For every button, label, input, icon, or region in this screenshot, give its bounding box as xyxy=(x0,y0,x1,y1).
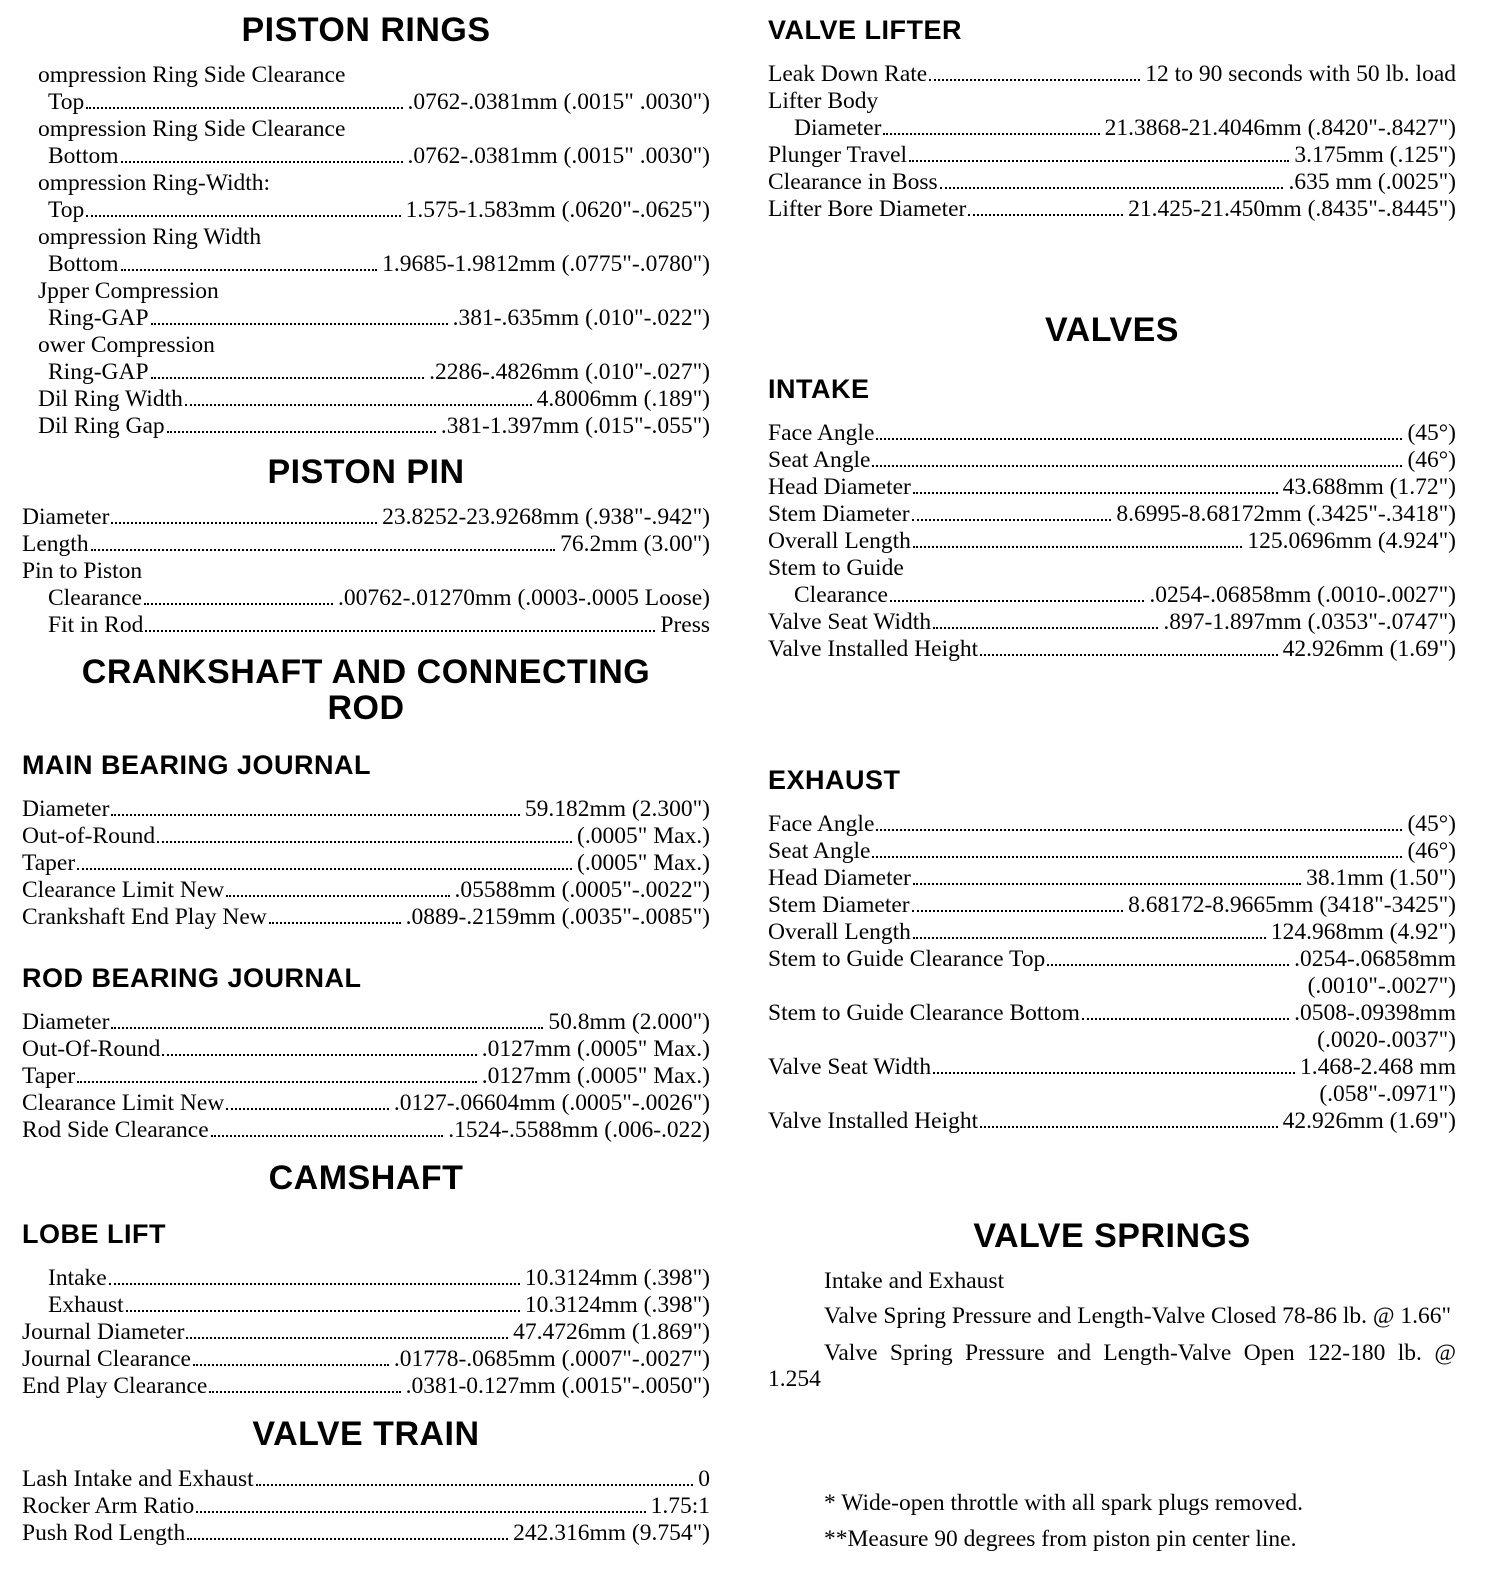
dot-leader xyxy=(145,630,655,632)
spec-row xyxy=(768,1000,1456,1027)
dot-leader xyxy=(913,937,1266,939)
dot-leader xyxy=(980,654,1277,656)
dot-leader xyxy=(86,107,402,109)
spec-row xyxy=(22,612,710,639)
spec-label: Clearance Limit New xyxy=(22,877,225,903)
dot-leader xyxy=(1047,964,1289,966)
spec-value: .01778-.0685mm (.0007"-.0027") xyxy=(393,1346,710,1372)
spec-row xyxy=(22,359,710,386)
dot-leader xyxy=(876,438,1402,440)
springs-open-spec: Valve Spring Pressure and Length-Valve Open 122-180 lb. @ 1.254 xyxy=(768,1340,1456,1392)
dot-leader xyxy=(151,377,425,379)
spec-value: .2286-.4826mm (.010"-.027") xyxy=(429,359,710,385)
spec-row xyxy=(768,528,1456,555)
spec-value: .0508-.09398mm xyxy=(1294,1000,1456,1026)
spec-label: Top xyxy=(48,197,85,223)
spec-row xyxy=(768,142,1456,169)
spec-label: Face Angle xyxy=(768,420,875,446)
spec-rows xyxy=(768,61,1456,223)
spec-value: .0254-.06858mm xyxy=(1294,946,1456,972)
spec-label: Overall Length xyxy=(768,528,911,554)
spec-row xyxy=(768,88,1456,115)
spec-value: .00762-.01270mm (.0003-.0005 Loose) xyxy=(337,585,710,611)
spec-row xyxy=(22,278,710,305)
section-heading: VALVE TRAIN xyxy=(252,1415,480,1453)
spec-row xyxy=(22,1009,710,1036)
spec-value: 1.9685-1.9812mm (.0775"-.0780") xyxy=(382,251,710,277)
spec-rows xyxy=(22,1466,710,1547)
spec-value: 1.468-2.468 mm xyxy=(1299,1054,1456,1080)
spec-row xyxy=(768,582,1456,609)
spec-label: Diameter xyxy=(22,504,110,530)
spec-label: Valve Installed Height xyxy=(768,1108,979,1134)
spec-label: Taper xyxy=(22,850,76,876)
spec-label: Out-of-Round xyxy=(22,823,156,849)
spec-label: Pin to Piston xyxy=(22,558,143,584)
spec-row xyxy=(768,865,1456,892)
spec-value: 10.3124mm (.398") xyxy=(524,1292,710,1318)
spec-value: 59.182mm (2.300") xyxy=(524,796,710,822)
spec-rows xyxy=(768,811,1456,1135)
dot-leader xyxy=(111,522,377,524)
spec-label: Overall Length xyxy=(768,919,911,945)
spec-value: (.0010"-.0027") xyxy=(1307,973,1456,999)
dot-leader xyxy=(872,465,1402,467)
spec-label: ower Compression xyxy=(38,332,215,358)
spec-label: End Play Clearance xyxy=(22,1373,208,1399)
spec-label: Length xyxy=(22,531,89,557)
spec-value: (.058"-.0971") xyxy=(1319,1081,1456,1107)
valve-train-section xyxy=(22,1416,710,1547)
spec-label: Bottom xyxy=(48,251,119,277)
dot-leader xyxy=(144,603,333,605)
dot-leader xyxy=(226,895,449,897)
spec-row xyxy=(768,61,1456,88)
spec-rows xyxy=(22,1009,710,1144)
valves-section xyxy=(768,312,1456,362)
dot-leader xyxy=(209,1391,400,1393)
footnote: * Wide-open throttle with all spark plugs removed. xyxy=(824,1490,1303,1516)
spec-value: 42.926mm (1.69") xyxy=(1282,1108,1456,1134)
dot-leader xyxy=(876,829,1402,831)
spec-value: .0381-0.127mm (.0015"-.0050") xyxy=(405,1373,710,1399)
spec-row xyxy=(22,116,710,143)
spec-row xyxy=(22,305,710,332)
dot-leader xyxy=(1082,1018,1289,1020)
spec-row xyxy=(768,946,1456,973)
spec-label: Fit in Rod xyxy=(48,612,144,638)
section-heading: INTAKE xyxy=(768,374,870,404)
spec-rows xyxy=(22,504,710,639)
spec-row xyxy=(22,1373,710,1400)
dot-leader xyxy=(77,1081,477,1083)
spec-value: 12 to 90 seconds with 50 lb. load xyxy=(1145,61,1456,87)
spec-row xyxy=(768,973,1456,1000)
spec-row xyxy=(22,823,710,850)
spec-value: 242.316mm (9.754") xyxy=(513,1520,710,1546)
spec-row xyxy=(768,196,1456,223)
spec-row xyxy=(22,170,710,197)
spec-value: 125.0696mm (4.924") xyxy=(1247,528,1456,554)
spec-row xyxy=(768,609,1456,636)
spec-label: Journal Clearance xyxy=(22,1346,191,1372)
spec-label: Diameter xyxy=(794,115,882,141)
dot-leader xyxy=(211,1135,444,1137)
spec-value: (46°) xyxy=(1407,447,1456,473)
spec-value: 3.175mm (.125") xyxy=(1294,142,1456,168)
spec-value: .635 mm (.0025") xyxy=(1288,169,1456,195)
spec-row xyxy=(22,1493,710,1520)
spec-value: 4.8006mm (.189") xyxy=(536,386,710,412)
spec-label: Clearance xyxy=(794,582,888,608)
spec-value: 10.3124mm (.398") xyxy=(524,1265,710,1291)
dot-leader xyxy=(185,404,532,406)
spec-label: Taper xyxy=(22,1063,76,1089)
spec-row xyxy=(22,1265,710,1292)
spec-row xyxy=(768,1108,1456,1135)
spec-label: ompression Ring Side Clearance xyxy=(38,116,346,142)
dot-leader xyxy=(111,1027,543,1029)
section-heading: MAIN BEARING JOURNAL xyxy=(22,750,372,780)
spec-value: 8.68172-8.9665mm (3418"-3425") xyxy=(1128,892,1456,918)
footnotes xyxy=(768,1485,1456,1557)
spec-value: .0127mm (.0005" Max.) xyxy=(481,1063,710,1089)
spec-value: .0762-.0381mm (.0015" .0030") xyxy=(407,89,710,115)
spec-value: (.0005" Max.) xyxy=(577,850,710,876)
spec-label: Lifter Body xyxy=(768,88,879,114)
spec-value: .0889-.2159mm (.0035"-.0085") xyxy=(405,904,710,930)
lobe-lift-section xyxy=(22,1219,710,1400)
spec-row xyxy=(22,386,710,413)
spec-label: Jpper Compression xyxy=(38,278,219,304)
spec-row xyxy=(22,877,710,904)
spec-row xyxy=(22,504,710,531)
spec-label: Stem Diameter xyxy=(768,501,910,527)
spec-value: 1.575-1.583mm (.0620"-.0625") xyxy=(405,197,710,223)
dot-leader xyxy=(913,492,1278,494)
spec-row xyxy=(768,919,1456,946)
dot-leader xyxy=(157,841,572,843)
dot-leader xyxy=(980,1126,1277,1128)
dot-leader xyxy=(912,910,1123,912)
section-heading: VALVE SPRINGS xyxy=(973,1217,1251,1255)
dot-leader xyxy=(933,627,1158,629)
spec-value: (45°) xyxy=(1407,811,1456,837)
dot-leader xyxy=(913,883,1301,885)
piston-pin-section xyxy=(22,454,710,639)
spec-row xyxy=(22,904,710,931)
spec-value: 124.968mm (4.92") xyxy=(1270,919,1456,945)
spec-rows xyxy=(22,796,710,931)
dot-leader xyxy=(77,868,572,870)
spec-label: Seat Angle xyxy=(768,838,871,864)
dot-leader xyxy=(269,922,401,924)
spec-row xyxy=(22,413,710,440)
spec-label: Stem to Guide xyxy=(768,555,904,581)
spec-value: 0 xyxy=(698,1466,710,1492)
spec-label: Rocker Arm Ratio xyxy=(22,1493,195,1519)
dot-leader xyxy=(162,1054,476,1056)
spec-label: Clearance Limit New xyxy=(22,1090,225,1116)
spec-label: Lifter Bore Diameter xyxy=(768,196,967,222)
spec-row xyxy=(768,501,1456,528)
dot-leader xyxy=(890,600,1144,602)
spec-row xyxy=(22,224,710,251)
section-heading: VALVE LIFTER xyxy=(768,15,962,45)
spec-row xyxy=(22,251,710,278)
dot-leader xyxy=(929,79,1140,81)
springs-closed-spec: Valve Spring Pressure and Length-Valve Closed 78-86 lb. @ 1.66" xyxy=(824,1303,1452,1329)
spec-value: (45°) xyxy=(1407,420,1456,446)
spec-label: Exhaust xyxy=(48,1292,124,1318)
spec-row xyxy=(22,1117,710,1144)
spec-label: Stem to Guide Clearance Top xyxy=(768,946,1046,972)
spec-row xyxy=(768,1054,1456,1081)
spec-rows xyxy=(22,62,710,440)
dot-leader xyxy=(940,187,1284,189)
spec-label: Plunger Travel xyxy=(768,142,908,168)
spec-value: (.0020-.0037") xyxy=(1317,1027,1456,1053)
spec-label: Bottom xyxy=(48,143,119,169)
spec-label: ompression Ring-Width: xyxy=(38,170,271,196)
rod-bearing-section xyxy=(22,963,710,1144)
section-heading: PISTON PIN xyxy=(267,453,465,491)
spec-label: ompression Ring Width xyxy=(38,224,262,250)
dot-leader xyxy=(167,431,436,433)
dot-leader xyxy=(933,1072,1295,1074)
spec-row xyxy=(22,796,710,823)
dot-leader xyxy=(193,1364,389,1366)
valve-lifter-section xyxy=(768,15,1456,223)
spec-label: Dil Ring Width xyxy=(38,386,183,412)
spec-value: .381-1.397mm (.015"-.055") xyxy=(440,413,710,439)
dot-leader xyxy=(912,519,1112,521)
spec-row xyxy=(22,850,710,877)
spec-label: Leak Down Rate xyxy=(768,61,928,87)
spec-row xyxy=(768,115,1456,142)
spec-row xyxy=(22,332,710,359)
spec-label: Lash Intake and Exhaust xyxy=(22,1466,254,1492)
spec-label: Crankshaft End Play New xyxy=(22,904,267,930)
spec-value: Press xyxy=(660,612,710,638)
spec-row xyxy=(22,197,710,224)
spec-row xyxy=(22,558,710,585)
dot-leader xyxy=(196,1511,645,1513)
spec-rows xyxy=(22,1265,710,1400)
valve-springs-section xyxy=(768,1218,1456,1403)
spec-value: .1524-.5588mm (.006-.022) xyxy=(448,1117,710,1143)
spec-label: Clearance in Boss xyxy=(768,169,938,195)
spec-row xyxy=(768,636,1456,663)
spec-value: 38.1mm (1.50") xyxy=(1306,865,1456,891)
camshaft-section xyxy=(22,1160,710,1210)
spec-row xyxy=(22,1346,710,1373)
spec-row xyxy=(768,811,1456,838)
spec-label: Seat Angle xyxy=(768,447,871,473)
spec-row xyxy=(768,447,1456,474)
section-heading: ROD BEARING JOURNAL xyxy=(22,963,362,993)
section-heading: CRANKSHAFT AND CONNECTING ROD xyxy=(81,653,651,727)
main-bearing-section xyxy=(22,750,710,931)
dot-leader xyxy=(121,269,378,271)
spec-row xyxy=(768,474,1456,501)
spec-value: .897-1.897mm (.0353"-.0747") xyxy=(1163,609,1456,635)
section-heading: VALVES xyxy=(1045,311,1179,349)
spec-row xyxy=(768,420,1456,447)
spec-label: Face Angle xyxy=(768,811,875,837)
spec-label: Head Diameter xyxy=(768,865,911,891)
spec-value: 21.425-21.450mm (.8435"-.8445") xyxy=(1128,196,1456,222)
dot-leader xyxy=(256,1484,694,1486)
spec-label: Ring-GAP xyxy=(48,359,149,385)
spec-label: Clearance xyxy=(48,585,142,611)
dot-leader xyxy=(126,1310,520,1312)
spec-label: Diameter xyxy=(22,796,110,822)
dot-leader xyxy=(187,1538,508,1540)
spec-row xyxy=(22,585,710,612)
spec-value: .0254-.06858mm (.0010-.0027") xyxy=(1149,582,1456,608)
dot-leader xyxy=(909,160,1289,162)
dot-leader xyxy=(91,549,555,551)
spec-label: Stem Diameter xyxy=(768,892,910,918)
spec-label: Valve Installed Height xyxy=(768,636,979,662)
spec-value: 43.688mm (1.72") xyxy=(1282,474,1456,500)
dot-leader xyxy=(151,323,448,325)
spec-label: Diameter xyxy=(22,1009,110,1035)
section-heading: CAMSHAFT xyxy=(268,1159,464,1197)
spec-value: 8.6995-8.68172mm (.3425"-.3418") xyxy=(1116,501,1456,527)
dot-leader xyxy=(968,214,1123,216)
spec-label: Intake xyxy=(48,1265,107,1291)
crankshaft-section xyxy=(22,654,710,740)
dot-leader xyxy=(226,1108,389,1110)
springs-subtitle: Intake and Exhaust xyxy=(824,1268,1005,1294)
dot-leader xyxy=(86,215,400,217)
piston-rings-section xyxy=(22,12,710,440)
section-heading: EXHAUST xyxy=(768,765,901,795)
spec-value: (.0005" Max.) xyxy=(577,823,710,849)
spec-value: (46°) xyxy=(1407,838,1456,864)
spec-row xyxy=(22,1036,710,1063)
spec-label: Ring-GAP xyxy=(48,305,149,331)
spec-value: .0127mm (.0005" Max.) xyxy=(481,1036,710,1062)
spec-value: 1.75:1 xyxy=(650,1493,710,1519)
section-heading: LOBE LIFT xyxy=(22,1219,166,1249)
spec-row xyxy=(22,1319,710,1346)
spec-row xyxy=(22,531,710,558)
spec-label: Journal Diameter xyxy=(22,1319,185,1345)
spec-row xyxy=(22,62,710,89)
spec-label: Stem to Guide Clearance Bottom xyxy=(768,1000,1080,1026)
spec-row xyxy=(22,89,710,116)
spec-value: 21.3868-21.4046mm (.8420"-.8427") xyxy=(1104,115,1456,141)
spec-rows xyxy=(768,420,1456,663)
intake-section xyxy=(768,374,1456,663)
spec-row xyxy=(22,143,710,170)
spec-row xyxy=(22,1063,710,1090)
spec-value: .0762-.0381mm (.0015" .0030") xyxy=(407,143,710,169)
spec-row xyxy=(768,1027,1456,1054)
dot-leader xyxy=(109,1283,520,1285)
dot-leader xyxy=(111,814,519,816)
spec-label: Valve Seat Width xyxy=(768,1054,932,1080)
spec-label: ompression Ring Side Clearance xyxy=(38,62,346,88)
spec-row xyxy=(768,892,1456,919)
spec-label: Rod Side Clearance xyxy=(22,1117,209,1143)
spec-value: 42.926mm (1.69") xyxy=(1282,636,1456,662)
spec-row xyxy=(768,169,1456,196)
spec-value: 47.4726mm (1.869") xyxy=(513,1319,710,1345)
spec-row xyxy=(22,1466,710,1493)
spec-row xyxy=(22,1292,710,1319)
spec-label: Top xyxy=(48,89,85,115)
dot-leader xyxy=(186,1337,508,1339)
dot-leader xyxy=(872,856,1402,858)
spec-value: 76.2mm (3.00") xyxy=(560,531,710,557)
spec-value: 23.8252-23.9268mm (.938"-.942") xyxy=(382,504,710,530)
spec-label: Valve Seat Width xyxy=(768,609,932,635)
spec-label: Push Rod Length xyxy=(22,1520,186,1546)
spec-value: .0127-.06604mm (.0005"-.0026") xyxy=(393,1090,710,1116)
spec-row xyxy=(22,1520,710,1547)
spec-row xyxy=(22,1090,710,1117)
spec-label: Dil Ring Gap xyxy=(38,413,165,439)
spec-row xyxy=(768,555,1456,582)
dot-leader xyxy=(121,161,403,163)
dot-leader xyxy=(913,546,1242,548)
spec-row xyxy=(768,838,1456,865)
spec-value: 50.8mm (2.000") xyxy=(548,1009,710,1035)
dot-leader xyxy=(883,133,1099,135)
exhaust-section xyxy=(768,765,1456,1135)
spec-label: Head Diameter xyxy=(768,474,911,500)
footnote: **Measure 90 degrees from piston pin center line. xyxy=(824,1526,1297,1552)
spec-value: .05588mm (.0005"-.0022") xyxy=(454,877,710,903)
spec-value: .381-.635mm (.010"-.022") xyxy=(452,305,710,331)
section-heading: PISTON RINGS xyxy=(241,11,491,49)
spec-label: Out-Of-Round xyxy=(22,1036,161,1062)
spec-row xyxy=(768,1081,1456,1108)
